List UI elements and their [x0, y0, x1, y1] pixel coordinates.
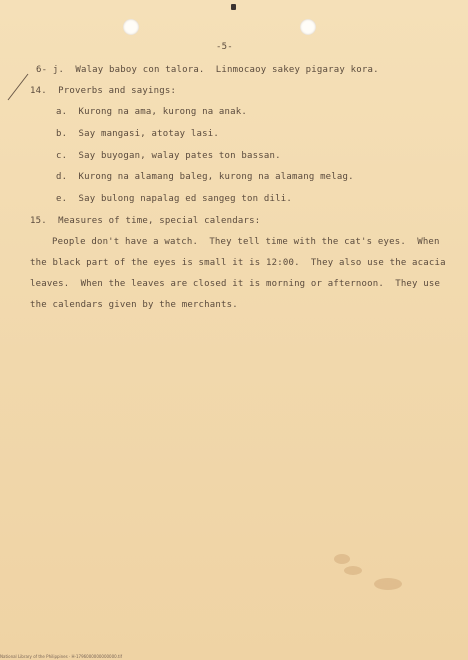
- stain-1: [334, 554, 350, 564]
- footer-caption: National Library of the Philippines · H-1796000000000000.tif: [0, 654, 123, 659]
- punch-hole-left: [123, 19, 139, 35]
- punch-hole-right: [300, 19, 316, 35]
- paragraph-line-2: the black part of the eyes is small it is 12:00. They also use the acacia: [30, 258, 446, 268]
- line-section-14: 14. Proverbs and sayings:: [30, 86, 177, 96]
- stain-2: [344, 566, 362, 575]
- stain-3: [374, 578, 402, 590]
- line-proverb-d: d. Kurong na alamang baleg, kurong na alamang melag.: [56, 172, 354, 182]
- margin-pencil-mark: [6, 62, 40, 102]
- scan-marker: [231, 4, 236, 10]
- line-proverb-a: a. Kurong na ama, kurong na anak.: [56, 107, 248, 117]
- line-proverb-e: e. Say bulong napalag ed sangeg ton dili.: [56, 194, 292, 204]
- paragraph-line-3: leaves. When the leaves are closed it is morning or afternoon. They use: [30, 279, 441, 289]
- line-proverb-c: c. Say buyogan, walay pates ton bassan.: [56, 151, 281, 161]
- line-section-15: 15. Measures of time, special calendars:: [30, 216, 261, 226]
- line-proverb-b: b. Say mangasi, atotay lasi.: [56, 129, 219, 139]
- line-item-j: 6- j. Walay baboy con talora. Linmocaoy sakey pigaray kora.: [36, 65, 379, 75]
- page-number: -5-: [216, 42, 233, 52]
- paragraph-line-4: the calendars given by the merchants.: [30, 300, 238, 310]
- paragraph-line-1: People don't have a watch. They tell time with the cat's eyes. When: [52, 237, 440, 247]
